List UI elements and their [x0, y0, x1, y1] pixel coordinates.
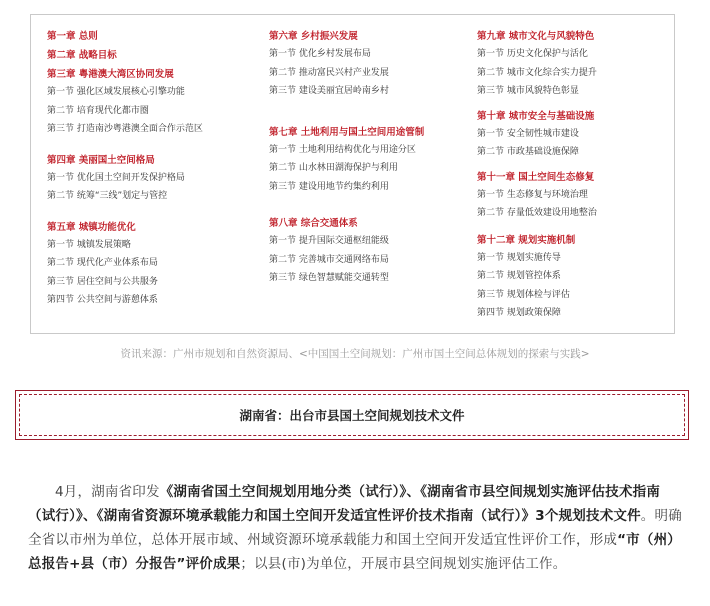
section-item: 第四节 公共空间与游憩体系 — [47, 295, 158, 305]
section-item: 第二节 完善城市交通网络布局 — [269, 254, 389, 265]
section-item: 第一节 提升国际交通枢纽能级 — [269, 236, 389, 246]
section-item: 第三节 建设美丽宜居岭南乡村 — [269, 86, 389, 96]
chapter-title: 第三章 粤港澳大湾区协同发展 — [47, 69, 174, 80]
chapter-title: 第七章 土地利用与国土空间用途管制 — [269, 126, 425, 138]
section-item: 第二节 规划管控体系 — [477, 271, 561, 281]
banner-inner-frame — [19, 394, 685, 436]
section-item: 第三节 居住空间与公共服务 — [47, 276, 158, 287]
section-item: 第二节 推动富民兴村产业发展 — [269, 67, 389, 78]
section-item: 第二节 城市文化综合实力提升 — [477, 67, 597, 78]
section-item: 第三节 绿色智慧赋能交通转型 — [269, 273, 389, 283]
paragraph-text: ；以县(市)为单位，开展市县空间规划实施评估工作。 — [240, 556, 567, 572]
section-item: 第二节 培育现代化都市圈 — [47, 105, 149, 116]
section-item: 第一节 优化国土空间开发保护格局 — [47, 172, 185, 183]
section-item: 第三节 打造南沙粤港澳全面合作示范区 — [47, 124, 203, 134]
section-item: 第二节 统筹“三线”划定与管控 — [47, 191, 168, 201]
chapter-title: 第六章 乡村振兴发展 — [269, 31, 358, 42]
chapter-title: 第四章 美丽国土空间格局 — [47, 154, 155, 166]
section-item: 第一节 生态修复与环境治理 — [477, 189, 588, 200]
chapter-title: 第八章 综合交通体系 — [269, 218, 358, 229]
section-item: 第一节 土地利用结构优化与用途分区 — [269, 144, 416, 155]
section-item: 第二节 存量低效建设用地整治 — [477, 208, 597, 218]
outline-column-1 — [47, 29, 203, 310]
plan-outline-figure — [30, 14, 675, 334]
chapter-title: 第十一章 国土空间生态修复 — [477, 171, 595, 183]
section-item: 第一节 强化区域发展核心引擎功能 — [47, 87, 185, 97]
paragraph-text: 4月，湖南省印发 — [55, 484, 160, 500]
section-item: 第四节 规划政策保障 — [477, 308, 561, 318]
source-caption: 资讯来源：广州市规划和自然资源局、<中国国土空间规划：广州市国土空间总体规划的探索与实践> — [120, 348, 590, 360]
chapter-title: 第一章 总则 — [47, 31, 98, 42]
outline-column-3 — [477, 29, 597, 323]
paragraph-bold-text: 《湖南省国土空间规划用地分类（试行）》、《湖南省市县空间规划实施评估技术指南（试行）》、《湖南省资源环境承载能力和国土空间开发适宜性评价技术指南（试行）》3个规划技术文件 — [28, 484, 661, 524]
section-banner — [15, 390, 689, 440]
paragraph-bold-text: “市（州）总报告+县（市）分报告”评价成果 — [28, 532, 681, 572]
section-item: 第一节 优化乡村发展布局 — [269, 49, 371, 59]
chapter-title: 第五章 城镇功能优化 — [47, 221, 136, 233]
section-item: 第一节 城镇发展策略 — [47, 239, 131, 250]
body-paragraph — [28, 480, 682, 576]
section-item: 第二节 现代化产业体系布局 — [47, 258, 158, 268]
section-item: 第一节 规划实施传导 — [477, 252, 561, 263]
outline-column-2 — [269, 29, 424, 288]
section-item: 第三节 城市风貌特色彰显 — [477, 86, 579, 96]
section-item: 第二节 山水林田湖海保护与利用 — [269, 163, 398, 173]
section-item: 第三节 规划体检与评估 — [477, 289, 570, 300]
section-item: 第三节 建设用地节约集约利用 — [269, 181, 389, 192]
chapter-title: 第二章 战略目标 — [47, 50, 117, 61]
chapter-title: 第九章 城市文化与风貌特色 — [477, 31, 595, 42]
chapter-title: 第十章 城市安全与基础设施 — [477, 110, 595, 122]
section-item: 第一节 安全韧性城市建设 — [477, 128, 579, 139]
section-item: 第二节 市政基础设施保障 — [477, 147, 579, 157]
paragraph-text: 。明确全省以市州为单位，总体开展市域、州域资源环境承载能力和国土空间开发适宜性评价工作，形成 — [28, 508, 682, 548]
section-item: 第一节 历史文化保护与活化 — [477, 49, 588, 59]
chapter-title: 第十二章 规划实施机制 — [477, 234, 576, 246]
banner-title: 湖南省：出台市县国土空间规划技术文件 — [239, 408, 465, 423]
